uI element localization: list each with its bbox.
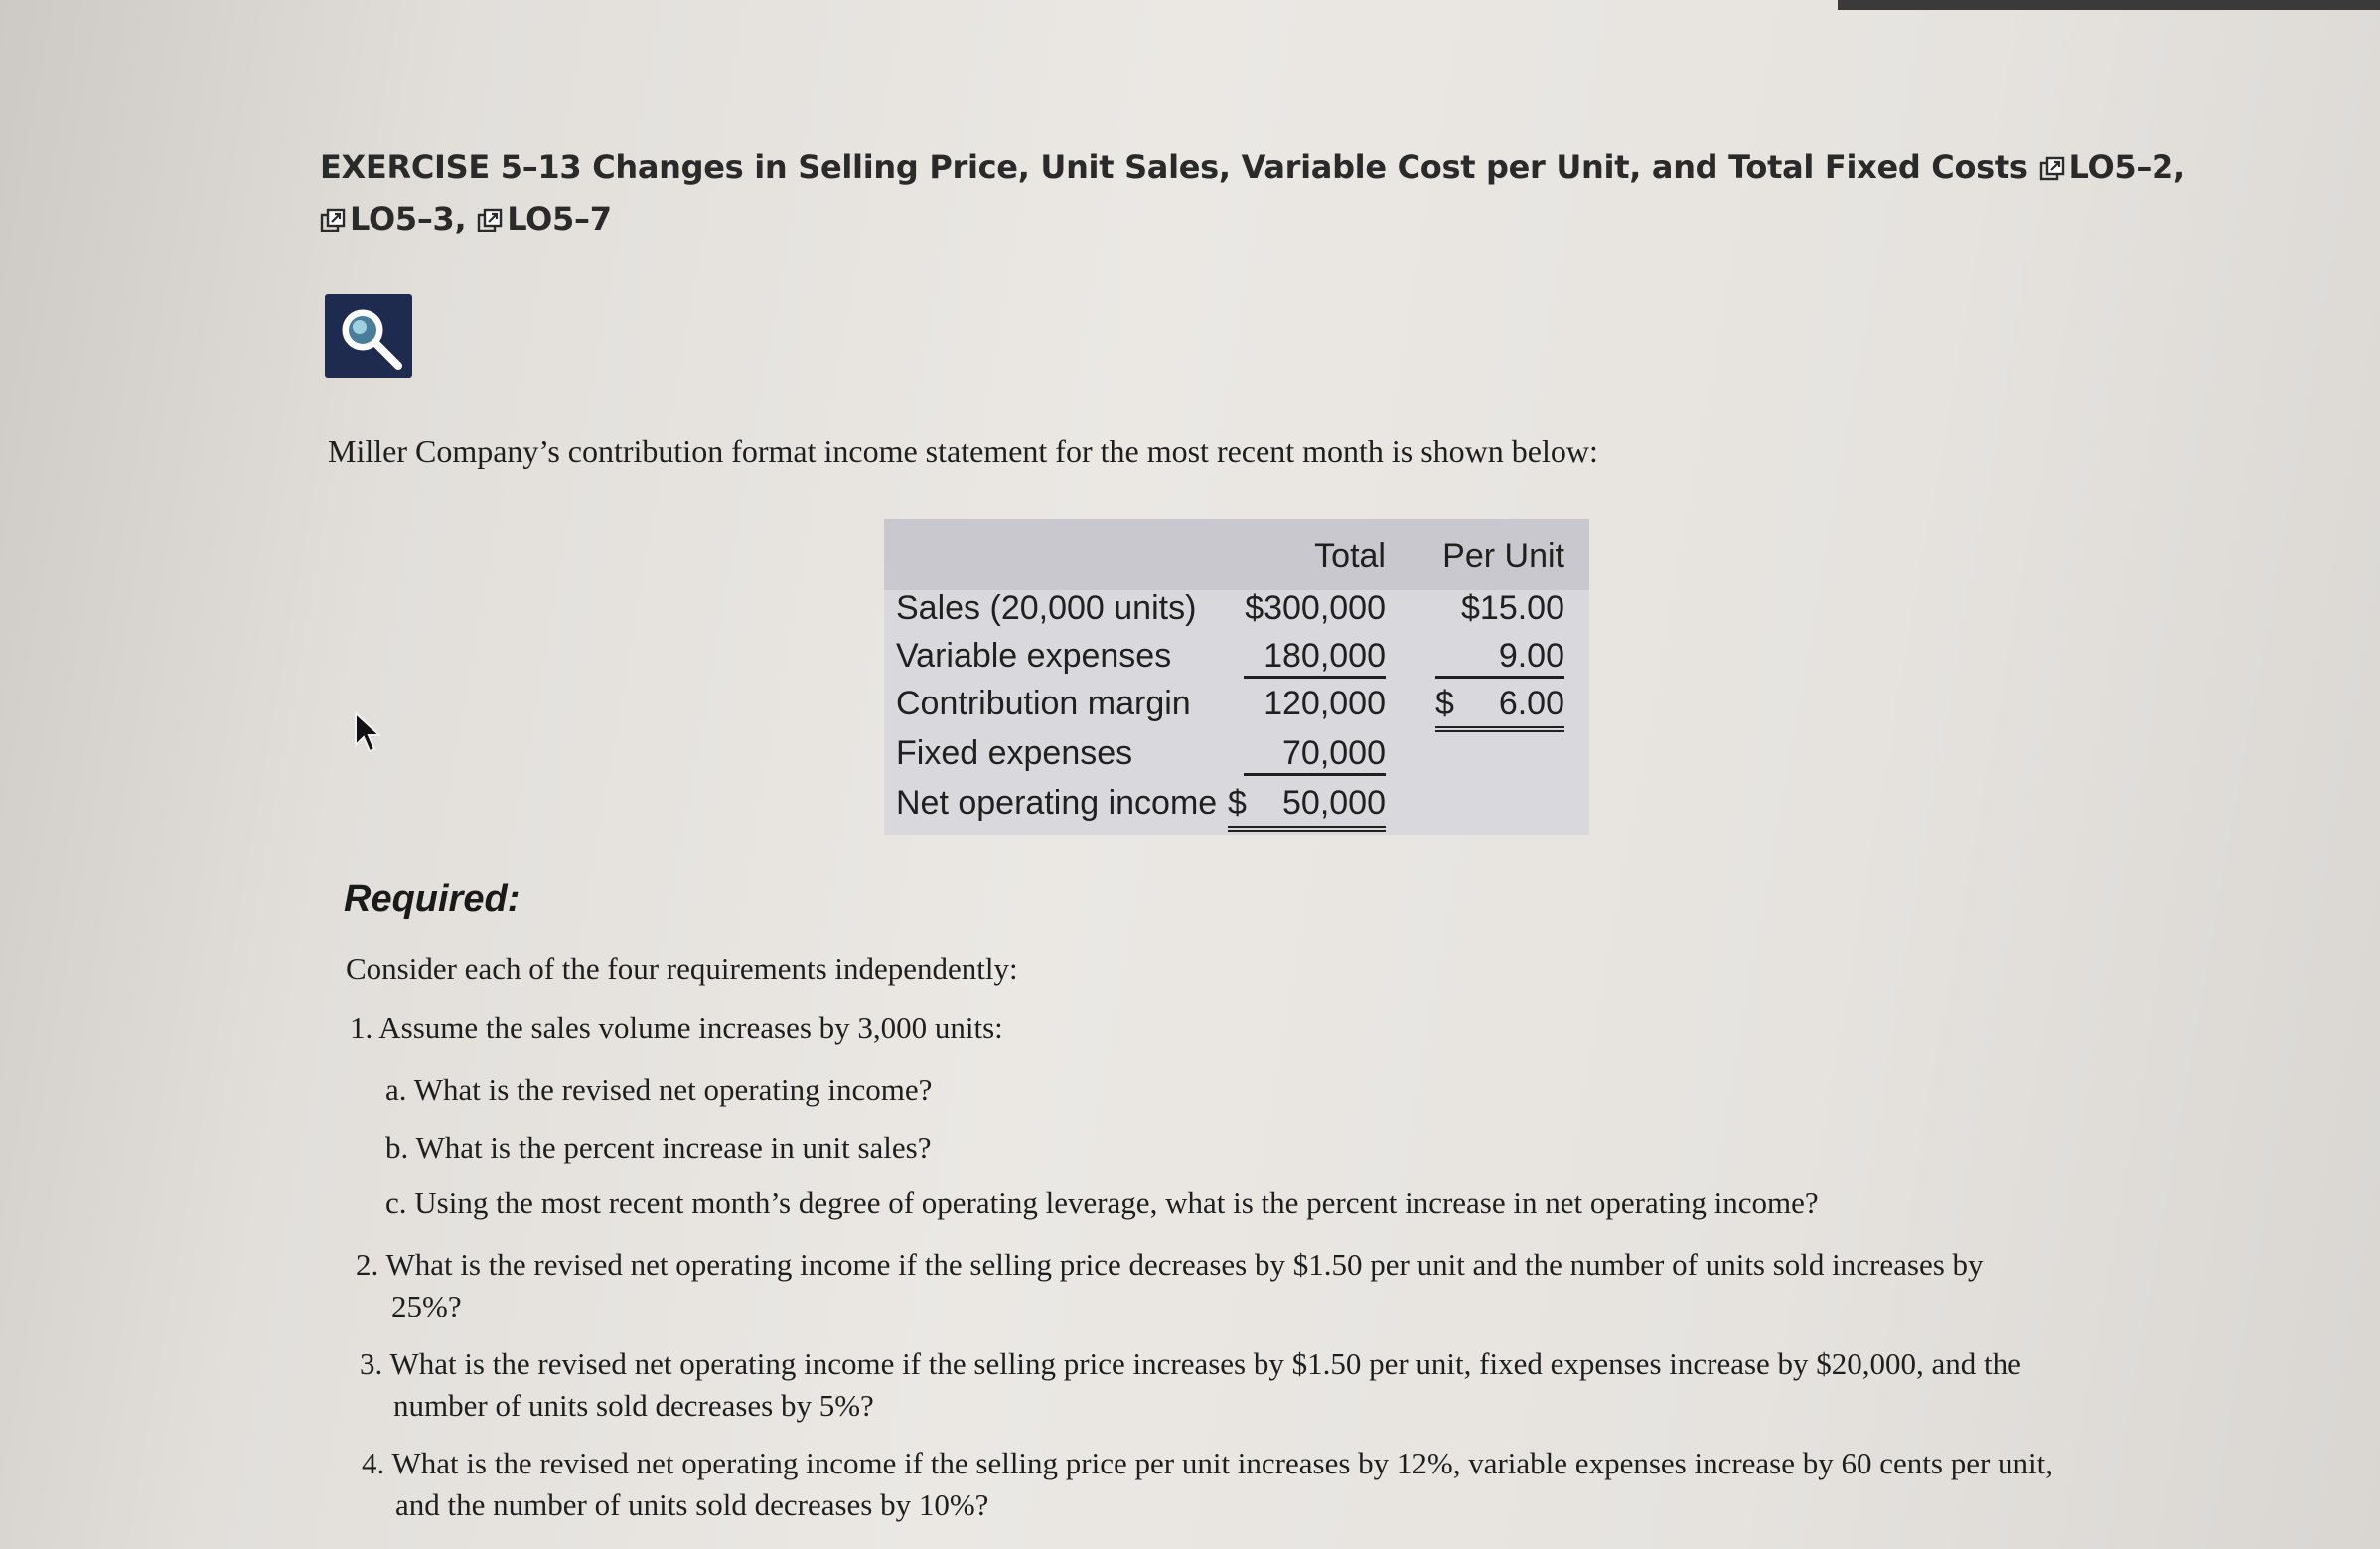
row-total-sales: $300,000 <box>1245 589 1386 627</box>
question-4-line-1: 4. What is the revised net operating income if the selling price per unit increases by 12%, variable expenses increase by 60 cents per unit, <box>362 1446 2054 1480</box>
question-1c: c. Using the most recent month’s degree of operating leverage, what is the percent increase in net operating income? <box>385 1185 1819 1220</box>
lo-label-1: LO5–2, <box>2068 148 2185 186</box>
row-label-net: Net operating income <box>896 784 1218 822</box>
row-total-fixed: 70,000 <box>1244 733 1386 776</box>
exercise-title-text: EXERCISE 5–13 Changes in Selling Price, Unit Sales, Variable Cost per Unit, and Total Fixed Costs <box>320 148 2028 186</box>
row-total-contribution: 120,000 <box>1264 685 1386 722</box>
row-per-unit-contribution-cell <box>1435 684 1564 732</box>
question-1: 1. Assume the sales volume increases by 3,000 units: <box>350 1010 1003 1045</box>
row-label-contribution: Contribution margin <box>896 685 1191 722</box>
question-2-line-2: 25%? <box>391 1289 462 1323</box>
exercise-title <box>320 141 2207 244</box>
row-per-unit-contribution-sign: $ <box>1435 685 1454 722</box>
row-total-net-sign: $ <box>1228 784 1247 822</box>
intro-text: Miller Company’s contribution format income statement for the most recent month is shown below: <box>328 433 1598 469</box>
zoom-button[interactable] <box>325 294 412 378</box>
row-per-unit-variable: 9.00 <box>1435 636 1564 679</box>
question-3-line-2: number of units sold decreases by 5%? <box>393 1388 874 1423</box>
question-2-line-1: 2. What is the revised net operating income if the selling price decreases by $1.50 per unit and the number of units sold increases by <box>356 1247 1984 1282</box>
mouse-pointer-icon <box>353 711 382 755</box>
lo-link-1[interactable] <box>2039 148 2185 186</box>
row-total-variable: 180,000 <box>1244 636 1386 679</box>
question-1b: b. What is the percent increase in unit sales? <box>385 1130 932 1164</box>
header-total: Total <box>1314 538 1386 575</box>
external-link-icon <box>320 208 346 233</box>
external-link-icon <box>2039 156 2065 182</box>
question-3-line-1: 3. What is the revised net operating income if the selling price increases by $1.50 per unit, fixed expenses increase by $20,000, and the <box>360 1346 2021 1381</box>
magnifier-icon <box>325 294 412 378</box>
external-link-icon <box>477 208 503 233</box>
row-label-fixed: Fixed expenses <box>896 734 1133 772</box>
lo-link-3[interactable] <box>477 200 612 237</box>
lo-link-2[interactable] <box>320 200 477 237</box>
income-statement-table <box>884 519 1589 835</box>
row-label-variable: Variable expenses <box>896 637 1172 675</box>
question-1a: a. What is the revised net operating income? <box>385 1072 933 1107</box>
lo-label-3: LO5–7 <box>507 200 612 237</box>
row-per-unit-sales: $15.00 <box>1461 589 1564 627</box>
row-label-sales: Sales (20,000 units) <box>896 589 1197 627</box>
row-total-net: 50,000 <box>1282 784 1386 822</box>
required-heading: Required: <box>344 878 521 920</box>
required-instruction: Consider each of the four requirements independently: <box>346 951 1018 986</box>
header-per-unit: Per Unit <box>1442 538 1564 575</box>
question-4-line-2: and the number of units sold decreases by 10%? <box>395 1487 989 1522</box>
row-total-net-cell <box>1228 783 1386 832</box>
lo-label-2: LO5–3, <box>350 200 467 237</box>
row-per-unit-contribution: 6.00 <box>1498 685 1564 722</box>
